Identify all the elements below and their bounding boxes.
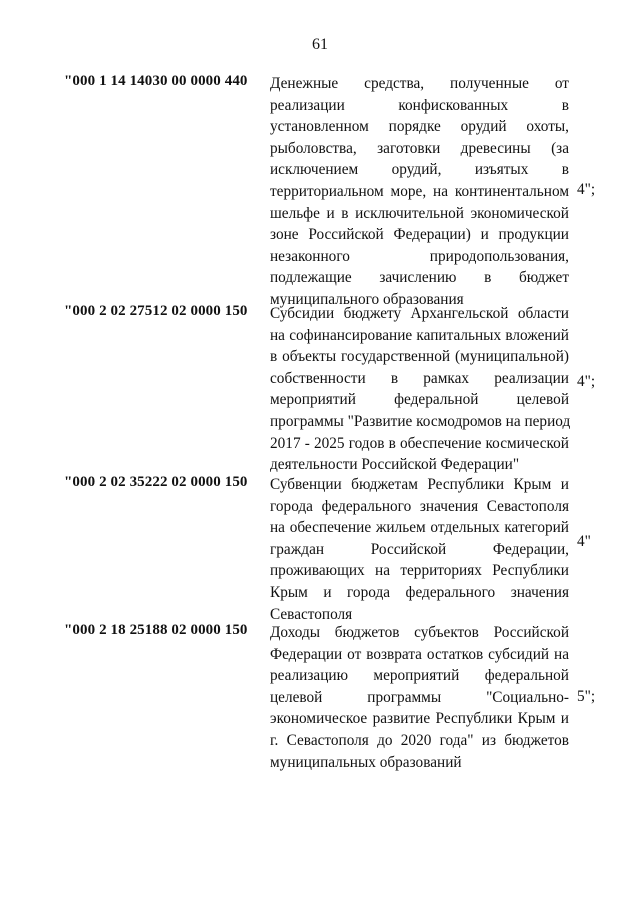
description-line: граждан Российской Федерации, xyxy=(270,540,569,558)
description-line: реализацию мероприятий федеральной xyxy=(270,667,569,685)
description-line: рыболовства, заготовки древесины (за xyxy=(270,139,569,157)
description-line: целевой программы "Социально- xyxy=(270,688,569,706)
description-line: шельфе и в исключительной экономической xyxy=(270,204,569,222)
description-line: подлежащие зачислению в бюджет xyxy=(270,269,569,287)
line-suffix: 4"; xyxy=(577,181,596,198)
line-suffix: 5"; xyxy=(577,688,596,705)
description-line: Федерации от возврата остатков субсидий на xyxy=(270,645,569,663)
budget-code: "000 2 18 25188 02 0000 150 xyxy=(64,622,248,638)
description-line: 2017 - 2025 годов в обеспечение космической xyxy=(270,434,569,452)
description-line: Субвенции бюджетам Республики Крым и xyxy=(270,476,569,493)
description-line: территориальном море, на континентальном xyxy=(270,182,569,200)
description-line: города федерального значения Севастополя xyxy=(270,497,569,515)
budget-description xyxy=(270,303,569,476)
budget-description xyxy=(270,622,569,773)
description-line: муниципальных образований xyxy=(270,753,462,771)
description-line: Севастополя xyxy=(270,605,353,623)
line-suffix: 4" xyxy=(577,533,591,550)
page-number: 61 xyxy=(312,36,328,53)
description-line: деятельности Российской Федерации" xyxy=(270,456,520,474)
line-suffix: 4"; xyxy=(577,373,596,390)
description-line: на софинансирование капитальных вложений xyxy=(270,326,569,344)
description-line: Субсидии бюджету Архангельской области xyxy=(270,305,569,322)
description-line: г. Севастополя до 2020 года" из бюджетов xyxy=(270,731,569,749)
budget-description xyxy=(270,474,569,625)
description-line: проживающих на территориях Республики xyxy=(270,562,569,580)
budget-code: "000 1 14 14030 00 0000 440 xyxy=(64,73,248,89)
description-line: Доходы бюджетов субъектов Российской xyxy=(270,624,569,641)
budget-code: "000 2 02 27512 02 0000 150 xyxy=(64,303,248,319)
description-line: собственности в рамках реализации xyxy=(270,369,569,387)
description-line: экономическое развитие Республики Крым и xyxy=(270,710,569,728)
budget-description xyxy=(270,73,569,311)
budget-code: "000 2 02 35222 02 0000 150 xyxy=(64,474,248,490)
description-line: незаконного природопользования, xyxy=(270,247,569,265)
description-line: установленном порядке орудий охоты, xyxy=(270,118,569,136)
description-line: реализации конфискованных в xyxy=(270,96,569,114)
description-line: в объекты государственной (муниципальной) xyxy=(270,348,569,366)
description-line: Денежные средства, полученные от xyxy=(270,75,569,92)
description-line: исключением орудий, изъятых в xyxy=(270,161,569,179)
description-line: на обеспечение жильем отдельных категорий xyxy=(270,519,569,537)
description-line: зоне Российской Федерации) и продукции xyxy=(270,226,569,244)
description-line: программы "Развитие космодромов на период xyxy=(270,412,571,430)
description-line: Крым и города федерального значения xyxy=(270,583,569,601)
description-line: мероприятий федеральной целевой xyxy=(270,391,569,409)
description-line: муниципального образования xyxy=(270,290,464,308)
